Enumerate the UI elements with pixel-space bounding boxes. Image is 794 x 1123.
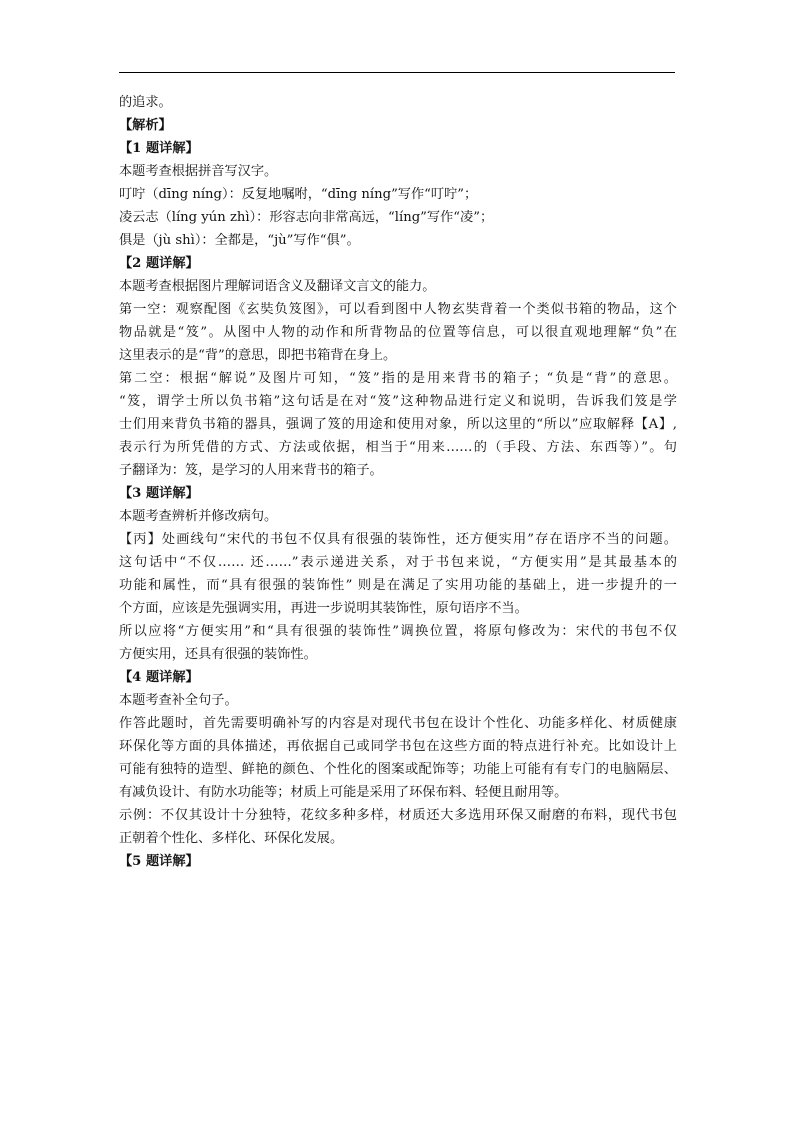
text-line: “笈，谓学士所以负书箱”这句话是在对“笈”这种物品进行定义和说明，告诉我们笈是学 [119,394,677,409]
text-line: 方便实用，还具有很强的装饰性。 [119,647,317,662]
text-line: 可能有独特的造型、鲜艳的颜色、个性化的图案或配饰等；功能上可能有有专门的电脑隔层、 [119,762,677,777]
text-line: 环保化等方面的具体描述，再依据自己或同学书包在这些方面的特点进行补充。比如设计上 [119,739,677,754]
text-line: 士们用来背负书箱的器具，强调了笈的用途和使用对象，所以这里的“所以”应取解释【A】, [119,417,677,432]
text-line: 表示行为所凭借的方式、方法或依据，相当于“用来……的（手段、方法、东西等）”。句 [119,440,677,455]
text-line: 第一空：观察配图《玄奘负笈图》，可以看到图中人物玄奘背着一个类似书箱的物品，这个 [119,302,677,317]
section-heading-q3: 【3 题详解】 [119,486,199,501]
section-heading-q1: 【1 题详解】 [119,141,199,156]
text-line: 本题考查辨析并修改病句。 [119,509,278,524]
text-line: 本题考查根据图片理解词语含义及翻译文言文的能力。 [119,279,436,294]
text-line: 俱是（jù shì）：全都是，“jù”写作“俱”。 [119,233,360,248]
section-heading-analysis: 【解析】 [119,118,172,133]
text-line: 示例：不仅其设计十分独特，花纹多种多样，材质还大多选用环保又耐磨的布料，现代书包 [119,808,677,823]
text-line: 子翻译为：笈，是学习的人用来背书的箱子。 [119,463,383,478]
text-line: 的追求。 [119,95,172,110]
text-line: 叮咛（dīng níng）：反复地嘱咐，“dīng níng”写作“叮咛”； [119,187,478,202]
text-line: 有减负设计、有防水功能等；材质上可能是采用了环保布料、轻便且耐用等。 [119,785,568,800]
text-line: 这句话中“不仅…… 还……”表示递进关系，对于书包来说，“方便实用”是其最基本的 [119,555,677,570]
header-rule [119,72,675,73]
text-line: 作答此题时，首先需要明确补写的内容是对现代书包在设计个性化、功能多样化、材质健康 [119,716,677,731]
text-line: 这里表示的是“背”的意思，即把书箱背在身上。 [119,348,397,363]
section-heading-q5: 【5 题详解】 [119,854,199,869]
text-line: 个方面，应该是先强调实用，再进一步说明其装饰性，原句语序不当。 [119,601,528,616]
text-line: 正朝着个性化、多样化、环保化发展。 [119,831,344,846]
text-line: 本题考查补全句子。 [119,693,238,708]
text-line: 所以应将“方便实用”和“具有很强的装饰性”调换位置，将原句修改为：宋代的书包不仅 [119,624,677,639]
text-line: 物品就是“笈”。从图中人物的动作和所背物品的位置等信息，可以很直观地理解“负”在 [119,325,677,340]
text-line: 凌云志（líng yún zhì）：形容志向非常高远，“líng”写作“凌”； [119,210,494,225]
text-line: 功能和属性，而“具有很强的装饰性” 则是在满足了实用功能的基础上，进一步提升的一 [119,578,677,593]
text-line: 第二空：根据“解说”及图片可知，“笈”指的是用来背书的箱子；“负是“背”的意思。 [119,371,677,386]
document-body [119,91,677,873]
section-heading-q4: 【4 题详解】 [119,670,199,685]
section-heading-q2: 【2 题详解】 [119,256,199,271]
text-line: 【丙】处画线句“宋代的书包不仅具有很强的装饰性，还方便实用”存在语序不当的问题。 [119,532,677,547]
text-line: 本题考查根据拼音写汉字。 [119,164,278,179]
